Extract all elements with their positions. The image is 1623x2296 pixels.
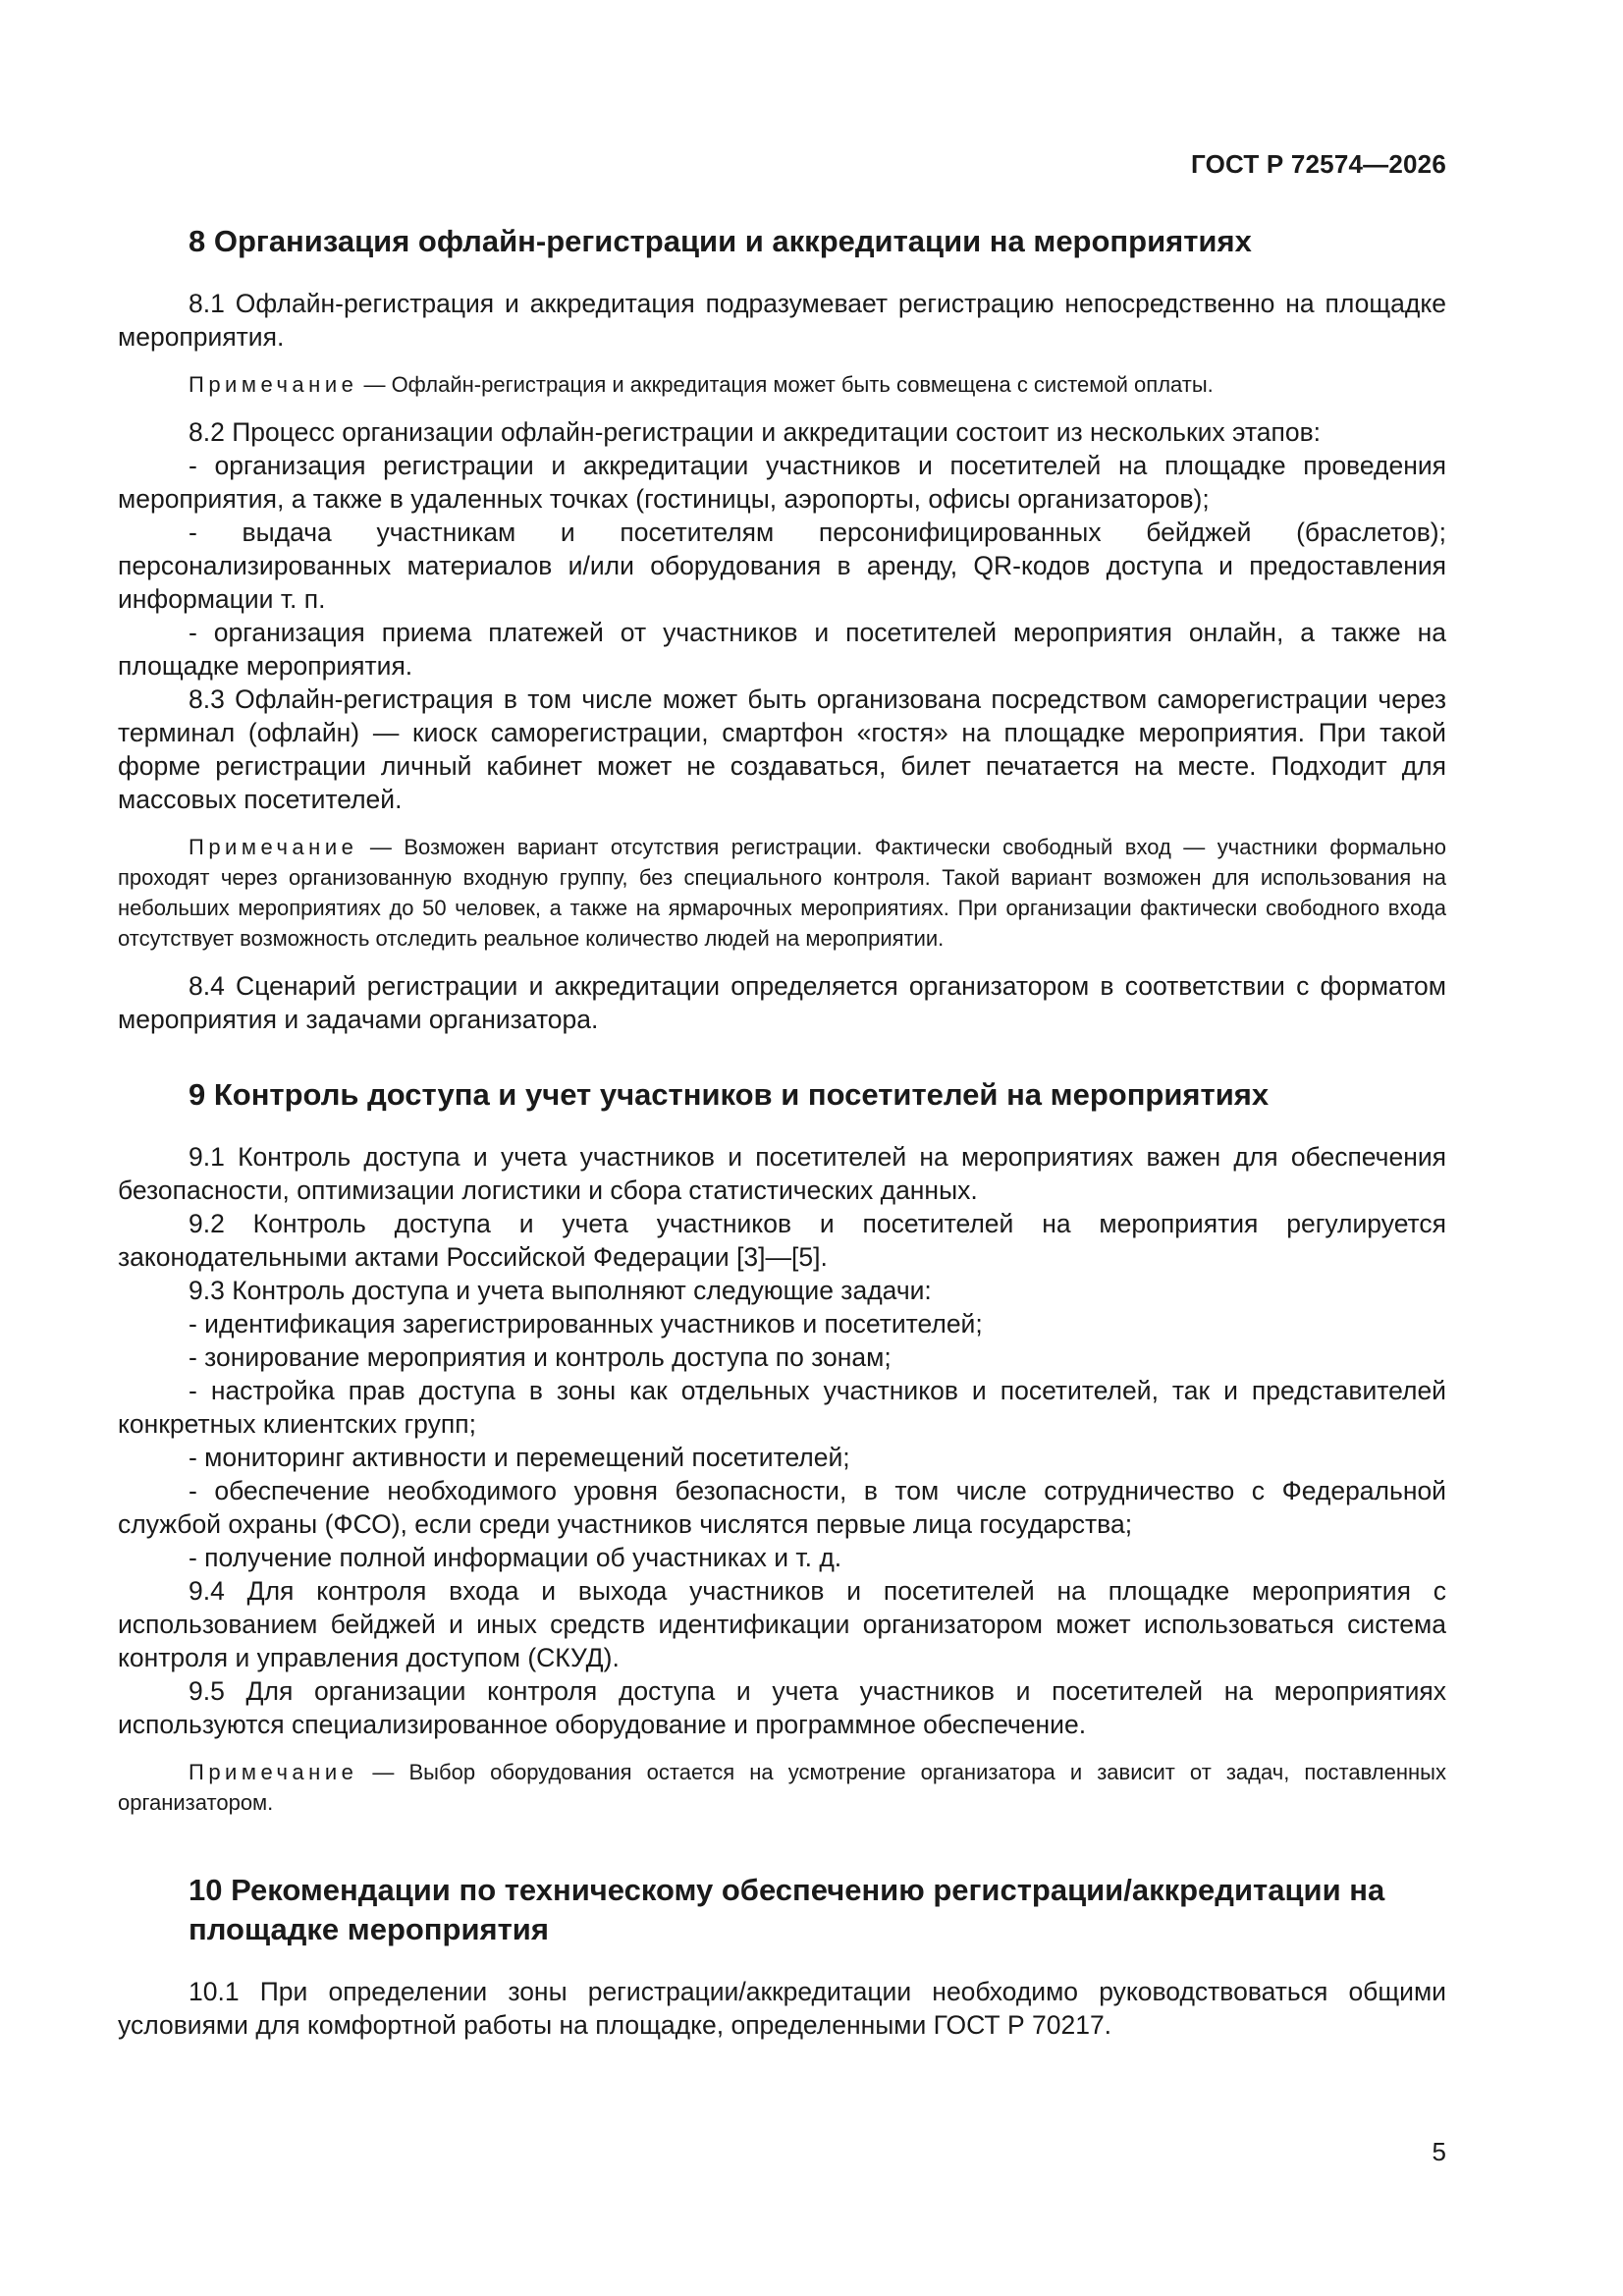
section-8-title: 8 Организация офлайн-регистрации и аккредитации на мероприятиях bbox=[189, 224, 1252, 258]
note-label: Примечание bbox=[189, 835, 358, 859]
page-number: 5 bbox=[1432, 2137, 1446, 2166]
list-item: - зонирование мероприятия и контроль доступа по зонам; bbox=[189, 1342, 892, 1372]
paragraph-10-1: 10.1 При определении зоны регистрации/аккредитации необходимо руководствоваться общими условиями для комфортной работы на площадке, определенными ГОСТ Р 70217. bbox=[118, 1977, 1446, 2040]
page-content bbox=[118, 222, 1446, 2042]
section-9-title: 9 Контроль доступа и учет участников и посетителей на мероприятиях bbox=[189, 1077, 1270, 1112]
list-item: - организация регистрации и аккредитации участников и посетителей на площадке проведения мероприятия, а также в удаленных точках (гостиницы, аэропорты, офисы организаторов); bbox=[118, 451, 1446, 514]
note-8-1 bbox=[118, 369, 1446, 400]
paragraph-8-3: 8.3 Офлайн-регистрация в том числе может быть организована посредством саморегистрации через терминал (офлайн) — киоск саморегистрации, смартфон «гостя» на площадке мероприятия. При такой форме регистрации личный кабинет может не создаваться, билет печатается на месте. Подходит для массовых посетителей. bbox=[118, 684, 1446, 814]
note-label: Примечание bbox=[189, 1760, 358, 1784]
note-text: — Выбор оборудования остается на усмотрение организатора и зависит от задач, поставленных организатором. bbox=[118, 1760, 1446, 1815]
document-code-header: ГОСТ Р 72574—2026 bbox=[1191, 149, 1446, 179]
paragraph-8-4: 8.4 Сценарий регистрации и аккредитации определяется организатором в соответствии с форматом мероприятия и задачами организатора. bbox=[118, 971, 1446, 1034]
section-10-title: 10 Рекомендации по техническому обеспечению регистрации/аккредитации на площадке мероприятия bbox=[189, 1873, 1385, 1946]
list-item: - организация приема платежей от участников и посетителей мероприятия онлайн, а также на площадке мероприятия. bbox=[118, 618, 1446, 681]
note-8-3 bbox=[118, 832, 1446, 954]
list-item: - настройка прав доступа в зоны как отдельных участников и посетителей, так и представителей конкретных клиентских групп; bbox=[118, 1376, 1446, 1439]
list-item: - идентификация зарегистрированных участников и посетителей; bbox=[189, 1309, 983, 1339]
note-text: — Возможен вариант отсутствия регистрации. Фактически свободный вход — участники формально проходят через организованную входную группу, без специального контроля. Такой вариант возможен для использования на небольших мероприятиях до 50 человек, а также на ярмарочных мероприятиях. При организации фактически свободного входа отсутствует возможность отследить реальное количество людей на мероприятии. bbox=[118, 835, 1446, 951]
paragraph-9-5: 9.5 Для организации контроля доступа и учета участников и посетителей на мероприятиях используются специализированное оборудование и программное обеспечение. bbox=[118, 1676, 1446, 1739]
paragraph-9-3: 9.3 Контроль доступа и учета выполняют следующие задачи: bbox=[189, 1276, 932, 1305]
list-item: - мониторинг активности и перемещений посетителей; bbox=[189, 1443, 850, 1472]
paragraph-9-4: 9.4 Для контроля входа и выхода участников и посетителей на площадке мероприятия с использованием бейджей и иных средств идентификации организатором может использоваться система контроля и управления доступом (СКУД). bbox=[118, 1576, 1446, 1672]
note-label: Примечание bbox=[189, 372, 358, 397]
paragraph-9-1: 9.1 Контроль доступа и учета участников и посетителей на мероприятиях важен для обеспечения безопасности, оптимизации логистики и сбора статистических данных. bbox=[118, 1142, 1446, 1205]
paragraph-8-2: 8.2 Процесс организации офлайн-регистрации и аккредитации состоит из нескольких этапов: bbox=[189, 417, 1322, 447]
list-item: - обеспечение необходимого уровня безопасности, в том числе сотрудничество с Федеральной службой охраны (ФСО), если среди участников числятся первые лица государства; bbox=[118, 1476, 1446, 1539]
paragraph-8-1: 8.1 Офлайн-регистрация и аккредитация подразумевает регистрацию непосредственно на площадке мероприятия. bbox=[118, 289, 1446, 352]
list-item: - выдача участникам и посетителям персонифицированных бейджей (браслетов); персонализированных материалов и/или оборудования в аренду, QR-кодов доступа и предоставления информации т. п. bbox=[118, 518, 1446, 614]
note-text: — Офлайн-регистрация и аккредитация может быть совмещена с системой оплаты. bbox=[357, 372, 1214, 397]
note-9-5 bbox=[118, 1757, 1446, 1818]
list-item: - получение полной информации об участниках и т. д. bbox=[189, 1543, 842, 1572]
paragraph-9-2: 9.2 Контроль доступа и учета участников и посетителей на мероприятия регулируется законодательными актами Российской Федерации [3]—[5]. bbox=[118, 1209, 1446, 1272]
